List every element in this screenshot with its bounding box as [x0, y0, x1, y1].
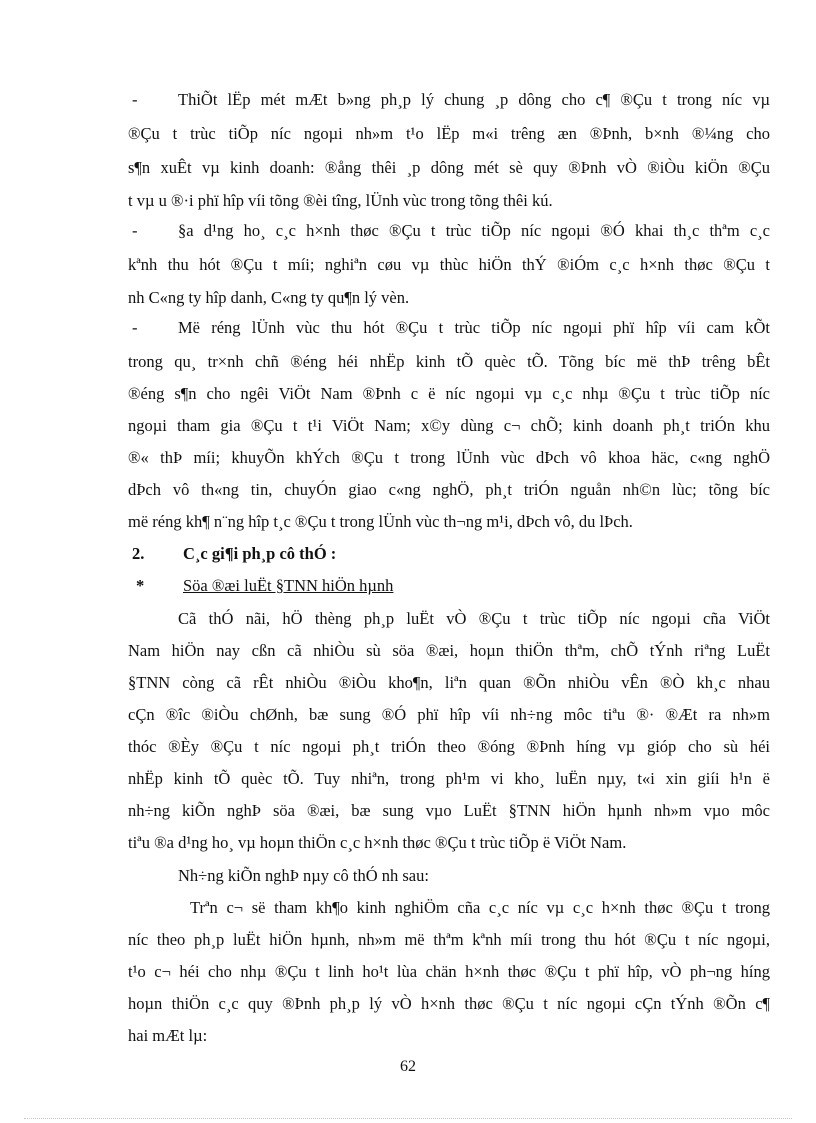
bullet-marker: -: [132, 221, 138, 240]
text-line: nhËp kinh tÕ quèc tÕ. Tuy nhiªn, trong ph¹m vi kho¸ luËn nµy, t«i xin giíi h¹n ë: [128, 769, 770, 788]
footer-divider: [24, 1118, 792, 1119]
text-line: hoµn thiÖn c¸c quy ®Þnh ph¸p lý vÒ h×nh thøc ®Çu t níc ngoµi cÇn tÝnh ®Õn c¶: [128, 994, 770, 1013]
subsection-marker: *: [136, 576, 145, 595]
text-line: ®« thÞ míi; khuyÕn khÝch ®Çu t trong lÜnh vùc dÞch vô khoa häc, c«ng nghÖ: [128, 448, 770, 467]
text-line: nh÷ng kiÕn nghÞ söa ®æi, bæ sung vµo LuËt §TNN hiÖn hµnh nh»m vµo môc: [128, 801, 770, 820]
text-line: Më réng lÜnh vùc thu hót ®Çu t trùc tiÕp níc ngoµi phï hîp víi cam kÕt: [178, 318, 770, 337]
bullet-marker: -: [132, 318, 138, 337]
bullet-marker: -: [132, 90, 138, 109]
text-line: ®Çu t trùc tiÕp níc ngoµi nh»m t¹o lËp m«i trêng æn ®Þnh, b×nh ®¼ng cho: [128, 124, 770, 143]
subsection-title: [183, 574, 770, 598]
text-line: §a d¹ng ho¸ c¸c h×nh thøc ®Çu t trùc tiÕp níc ngoµi ®Ó khai th¸c thªm c¸c: [178, 221, 770, 240]
text-line: t vµ u ®·i phï hîp víi tõng ®èi tîng, lÜnh vùc trong tõng thêi kú.: [128, 191, 553, 210]
text-line: s¶n xuÊt vµ kinh doanh: ®ång thêi ¸p dông mét sè quy ®Þnh vÒ ®iÒu kiÖn ®Çu: [128, 158, 770, 177]
text-line: ThiÕt lËp mét mÆt b»ng ph¸p lý chung ¸p dông cho c¶ ®Çu t trong níc vµ: [178, 90, 770, 109]
page-number: 62: [400, 1058, 416, 1075]
text-line: cÇn ®îc ®iÒu chØnh, bæ sung ®Ó phï hîp víi nh÷ng môc tiªu ®· ®Æt ra nh»m: [128, 705, 770, 724]
text-line: dÞch vô th«ng tin, chuyÓn giao c«ng nghÖ, ph¸t triÓn nguån nh©n lùc; tõng bíc: [128, 480, 770, 499]
text-line: thóc ®Èy ®Çu t níc ngoµi ph¸t triÓn theo ®óng ®Þnh híng vµ gióp cho sù héi: [128, 737, 770, 756]
text-line: Nam hiÖn nay cßn cã nhiÒu sù söa ®æi, hoµn thiÖn thªm, chÕ tÝnh riªng LuËt: [128, 641, 770, 660]
text-line: t¹o c¬ héi cho nhµ ®Çu t linh ho¹t lùa chän h×nh thøc ®Çu t phï hîp, vÒ ph¬ng híng: [128, 962, 770, 981]
text-line: trong qu¸ tr×nh chñ ®éng héi nhËp kinh tÕ quèc tÕ. Tõng bíc më thÞ trêng bÊt: [128, 352, 770, 371]
text-line: níc theo ph¸p luËt hiÖn hµnh, nh»m më thªm kªnh míi trong thu hót ®Çu t níc ngoµi,: [128, 930, 770, 949]
text-line: hai mÆt lµ:: [128, 1026, 208, 1045]
text-line: kªnh thu hót ®Çu t míi; nghiªn cøu vµ thùc hiÖn thÝ ®iÓm c¸c h×nh thøc ®Çu t: [128, 255, 770, 274]
section-number: 2.: [132, 544, 145, 563]
text-line: Nh÷ng kiÕn nghÞ nµy cô thÓ nh sau:: [178, 866, 429, 885]
section-title: C¸c gi¶i ph¸p cô thÓ :: [183, 544, 337, 563]
text-line: ®éng s¶n cho ngêi ViÖt Nam ®Þnh c ë níc ngoµi vµ c¸c nhµ ®Çu t trùc tiÕp níc: [128, 384, 770, 403]
text-line: nh C«ng ty hîp danh, C«ng ty qu¶n lý vèn.: [128, 288, 410, 307]
text-line: më réng kh¶ n¨ng hîp t¸c ®Çu t trong lÜnh vùc th¬ng m¹i, dÞch vô, du lÞch.: [128, 512, 633, 531]
text-line: ngoµi tham gia ®Çu t t¹i ViÖt Nam; x©y dùng c¬ chÕ; kinh doanh ph¸t triÓn khu: [128, 416, 770, 435]
text-line: Trªn c¬ së tham kh¶o kinh nghiÖm cña c¸c níc vµ c¸c h×nh thøc ®Çu t trong: [190, 898, 770, 917]
subsection-title-text: Söa ®æi luËt §TNN hiÖn hµnh: [183, 576, 394, 595]
text-line: tiªu ®a d¹ng ho¸ vµ hoµn thiÖn c¸c h×nh thøc ®Çu t trùc tiÕp ë ViÖt Nam.: [128, 833, 627, 852]
text-line: §TNN còng cã rÊt nhiÒu ®iÒu kho¶n, liªn quan ®Õn nhiÒu vÊn ®Ò kh¸c nhau: [128, 673, 770, 692]
text-line: Cã thÓ nãi, hÖ thèng ph¸p luËt vÒ ®Çu t trùc tiÕp níc ngoµi cña ViÖt: [178, 609, 770, 628]
